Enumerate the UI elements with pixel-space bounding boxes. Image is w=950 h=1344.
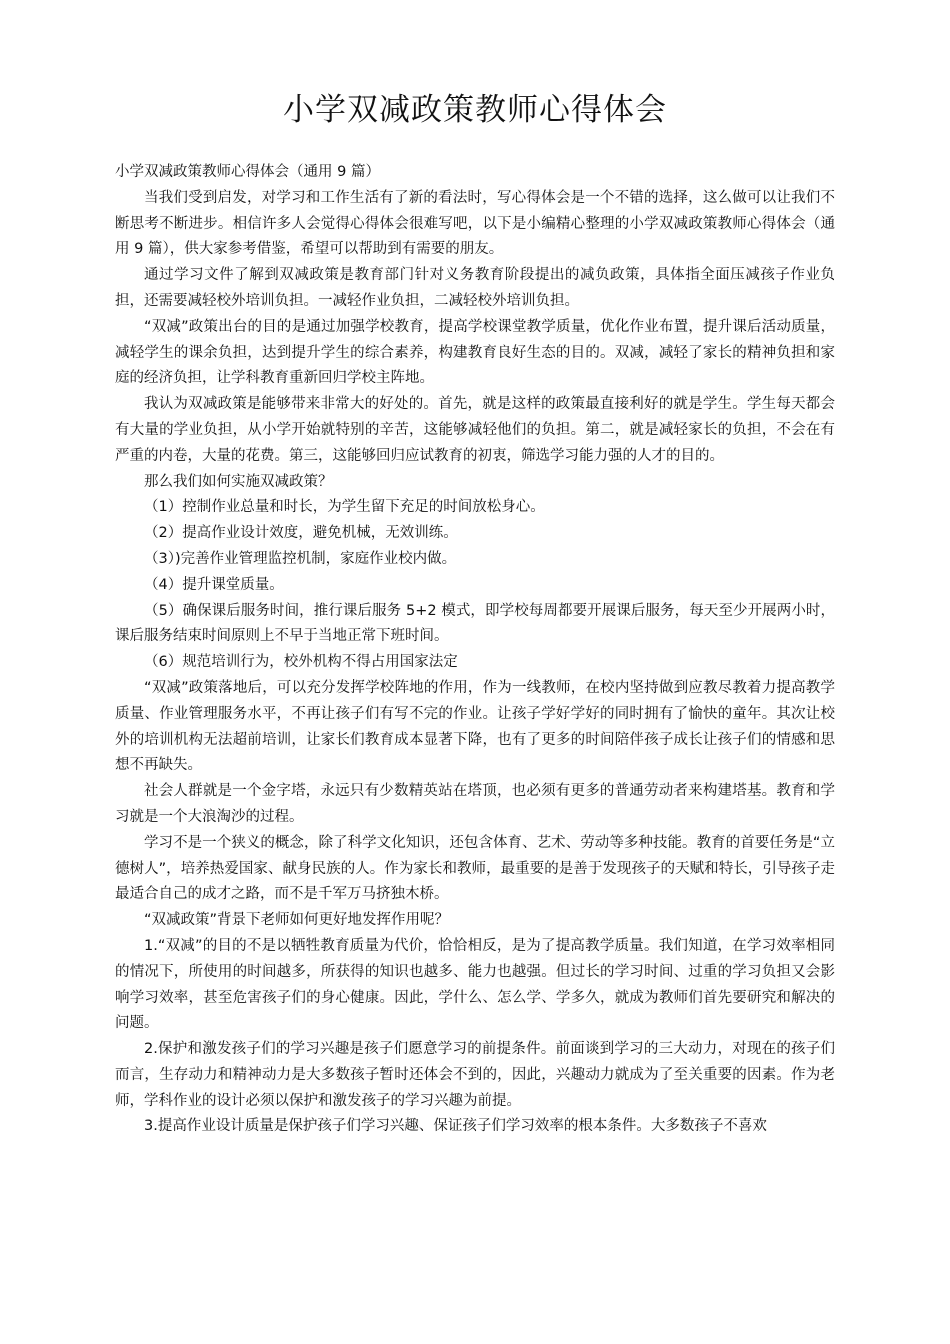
paragraph: 那么我们如何实施双减政策？: [144, 473, 333, 490]
list-item: （6）规范培训行为，校外机构不得占用国家法定: [144, 654, 458, 671]
paragraph: 社会人群就是一个金字塔，永远只有少数精英站在塔顶，也必须有更多的普通劳动者来构建塔基。教育和学习就是一个大浪淘沙的过程。: [115, 783, 835, 825]
paragraph: 当我们受到启发，对学习和工作生活有了新的看法时，写心得体会是一个不错的选择，这么做可以让我们不断思考不断进步。相信许多人会觉得心得体会很难写吧，以下是小编精心整理的小学双减政策教师心得体会（通用 9 篇），供大家参考借鉴，希望可以帮助到有需要的朋友。: [115, 189, 835, 258]
paragraph: 通过学习文件了解到双减政策是教育部门针对义务教育阶段提出的减负政策，具体指全面压减孩子作业负担，还需要减轻校外培训负担。一减轻作业负担，二减轻校外培训负担。: [115, 267, 835, 309]
paragraph: “双减”政策出台的目的是通过加强学校教育，提高学校课堂教学质量，优化作业布置，提升课后活动质量，减轻学生的课余负担，达到提升学生的综合素养，构建教育良好生态的目的。双减，减轻了家长的精神负担和家庭的经济负担，让学科教育重新回归学校主阵地。: [115, 318, 835, 387]
list-item: （5）确保课后服务时间，推行课后服务 5+2 模式，即学校每周都要开展课后服务，每天至少开展两小时，课后服务结束时间原则上不早于当地正常下班时间。: [115, 602, 835, 645]
paragraph: 学习不是一个狭义的概念，除了科学文化知识，还包含体育、艺术、劳动等多种技能。教育的首要任务是“立德树人”，培养热爱国家、献身民族的人。作为家长和教师，最重要的是善于发现孩子的天赋和特长，引导孩子走最适合自己的成才之路，而不是千军万马挤独木桥。: [115, 834, 835, 903]
paragraph: “双减”政策落地后，可以充分发挥学校阵地的作用，作为一线教师，在校内坚持做到应教尽教着力提高教学质量、作业管理服务水平，不再让孩子们有写不完的作业。让孩子学好学好的同时拥有了愉快的童年。其次让校外的培训机构无法超前培训，让家长们教育成本显著下降，也有了更多的时间陪伴孩子成长让孩子们的情感和思想不再缺失。: [115, 679, 835, 774]
paragraph: 我认为双减政策是能够带来非常大的好处的。首先，就是这样的政策最直接利好的就是学生。学生每天都会有大量的学业负担，从小学开始就特别的辛苦，这能够减轻他们的负担。第二，就是减轻家长的负担，不会在有严重的内卷，大量的花费。第三，这能够回归应试教育的初衷，筛选学习能力强的人才的目的。: [115, 396, 835, 464]
document-body: [115, 160, 835, 1140]
document-title: 小学双减政策教师心得体会: [283, 92, 667, 128]
paragraph: “双减政策”背景下老师如何更好地发挥作用呢？: [144, 912, 450, 929]
document-subtitle: 小学双减政策教师心得体会（通用 9 篇）: [115, 164, 380, 180]
list-item: （2）提高作业设计效度，避免机械，无效训练。: [144, 525, 458, 542]
list-item: （3）)完善作业管理监控机制，家庭作业校内做。: [144, 550, 457, 567]
paragraph: 1.“双减”的目的不是以牺牲教育质量为代价，恰恰相反，是为了提高教学质量。我们知道，在学习效率相同的情况下，所使用的时间越多，所获得的知识也越多、能力也越强。但过长的学习时间、过重的学习负担又会影响学习效率，甚至危害孩子们的身心健康。因此，学什么、怎么学、学多久，就成为教师们首先要研究和解决的问题。: [115, 937, 835, 1032]
paragraph: 3.提高作业设计质量是保护孩子们学习兴趣、保证孩子们学习效率的根本条件。大多数孩子不喜欢: [144, 1118, 767, 1135]
paragraph: 2.保护和激发孩子们的学习兴趣是孩子们愿意学习的前提条件。前面谈到学习的三大动力，对现在的孩子们而言，生存动力和精神动力是大多数孩子暂时还体会不到的，因此，兴趣动力就成为了至关重要的因素。作为老师，学科作业的设计必须以保护和激发孩子的学习兴趣为前提。: [115, 1041, 835, 1109]
list-item: （1）控制作业总量和时长，为学生留下充足的时间放松身心。: [144, 499, 545, 516]
list-item: （4）提升课堂质量。: [144, 576, 284, 593]
